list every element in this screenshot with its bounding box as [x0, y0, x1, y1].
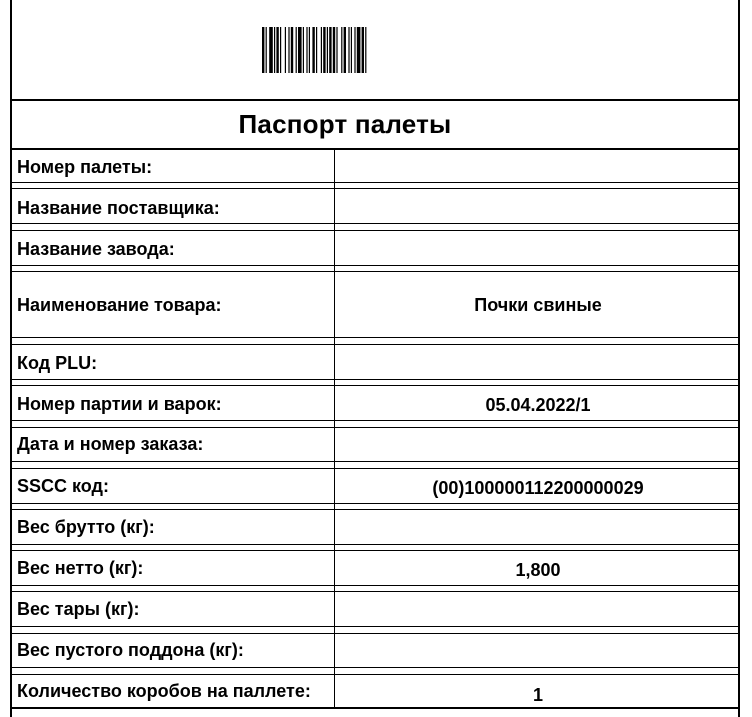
row-divider — [12, 427, 738, 428]
field-row-boxes-per-pallet — [12, 675, 738, 715]
barcode-bar — [348, 27, 349, 73]
barcode-bar — [288, 27, 289, 73]
row-divider — [12, 461, 738, 462]
field-row-sscc-code — [12, 469, 738, 502]
field-label: Номер партии и варок: — [17, 394, 222, 414]
field-row-supplier-name — [12, 190, 738, 223]
field-label: Код PLU: — [17, 353, 98, 373]
field-label: Номер палеты: — [17, 157, 153, 177]
row-divider — [12, 633, 738, 634]
barcode-bar — [312, 27, 314, 73]
barcode-bar — [323, 27, 325, 73]
barcode-bar — [285, 27, 286, 73]
row-divider — [12, 674, 738, 675]
field-label: Название поставщика: — [17, 198, 220, 218]
row-divider — [12, 626, 738, 627]
row-divider — [12, 271, 738, 272]
row-divider — [12, 503, 738, 504]
barcode-bar — [309, 27, 310, 73]
row-divider — [12, 230, 738, 231]
row-divider — [12, 667, 738, 668]
barcode-bar — [291, 27, 293, 73]
row-divider — [12, 182, 738, 183]
barcode-bar — [280, 27, 281, 73]
barcode-bar — [306, 27, 307, 73]
barcode-bar — [262, 27, 264, 73]
field-row-tare-weight — [12, 592, 738, 625]
barcode-bar — [269, 27, 273, 73]
field-value: 1 — [532, 685, 543, 705]
row-divider — [12, 420, 738, 421]
field-label: SSCC код: — [17, 476, 109, 496]
row-divider — [12, 337, 738, 338]
row-divider — [12, 509, 738, 510]
document-title: Паспорт палеты — [238, 109, 452, 139]
table-bottom-border — [12, 707, 738, 709]
column-divider — [334, 150, 335, 709]
barcode-bar — [298, 27, 302, 73]
row-divider — [12, 544, 738, 545]
field-label: Название завода: — [17, 239, 175, 259]
field-label: Вес пустого поддона (кг): — [17, 640, 244, 660]
field-row-empty-pallet-weight — [12, 634, 738, 667]
field-label: Вес нетто (кг): — [17, 558, 144, 578]
row-divider — [12, 188, 738, 189]
field-value: Почки свиные — [474, 295, 602, 315]
field-row-order-date-number — [12, 428, 738, 461]
field-row-product-name — [12, 273, 738, 337]
row-divider — [12, 385, 738, 386]
barcode-bar — [266, 27, 267, 73]
barcode-image — [262, 27, 418, 73]
barcode-bar — [274, 27, 275, 73]
row-divider — [12, 223, 738, 224]
field-row-gross-weight — [12, 510, 738, 543]
field-label: Дата и номер заказа: — [17, 434, 204, 454]
field-label: Количество коробов на паллете: — [17, 681, 311, 701]
barcode-bar — [341, 27, 342, 73]
field-label: Вес брутто (кг): — [17, 517, 155, 537]
pallet-passport-sheet — [10, 0, 740, 717]
field-row-batch-number — [12, 386, 738, 419]
row-divider — [12, 265, 738, 266]
barcode-bar — [329, 27, 331, 73]
field-value: 1,800 — [515, 560, 561, 580]
barcode-bar — [362, 27, 364, 73]
barcode-bar — [333, 27, 335, 73]
title-area — [12, 101, 738, 150]
field-row-net-weight — [12, 551, 738, 584]
barcode-bar — [336, 27, 337, 73]
row-divider — [12, 379, 738, 380]
barcode-bar — [276, 27, 278, 73]
field-value: (00)100000112200000029 — [432, 478, 644, 498]
row-divider — [12, 591, 738, 592]
barcode-bar — [316, 27, 317, 73]
row-divider — [12, 344, 738, 345]
field-label: Наименование товара: — [17, 295, 222, 315]
barcode-bar — [365, 27, 366, 73]
barcode-bar — [327, 27, 328, 73]
row-divider — [12, 585, 738, 586]
barcode-bar — [303, 27, 304, 73]
barcode-bar — [357, 27, 361, 73]
field-row-plant-name — [12, 232, 738, 265]
field-label: Вес тары (кг): — [17, 599, 140, 619]
barcode-bar — [321, 27, 322, 73]
barcode-bar — [296, 27, 297, 73]
field-row-plu-code — [12, 347, 738, 380]
barcode-area — [12, 0, 738, 101]
field-value: 05.04.2022/1 — [485, 395, 591, 415]
barcode-bar — [344, 27, 346, 73]
field-row-pallet-number — [12, 150, 738, 183]
row-divider — [12, 550, 738, 551]
barcode-bar — [351, 27, 352, 73]
barcode-bar — [354, 27, 355, 73]
row-divider — [12, 468, 738, 469]
